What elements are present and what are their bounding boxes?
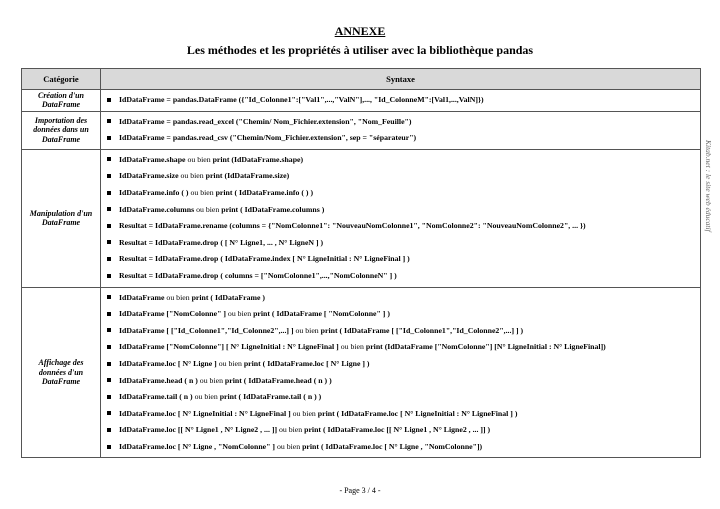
syntax-segment: ou bien [164,292,192,302]
syntax-line [107,290,696,307]
syntax-segment: ou bien [338,342,366,352]
syntax-segment: ou bien [192,392,220,402]
syntax-segment: IdDataFrame.loc [ N° Ligne , "NomColonne" ] [119,441,276,451]
syntax-segment: ou bien [277,425,305,435]
syntax-segment: ou bien [275,441,303,451]
syntax-segment: IdDataFrame = pandas.read_csv ("Chemin/Nom_Fichier.extension", sep = "séparateur") [119,133,417,143]
syntax-segment: print (IdDataFrame.shape) [212,154,304,164]
syntax-segment: ou bien [216,358,244,368]
syntax-line [107,114,696,131]
syntax-line [107,168,696,185]
square-bullet-icon [107,428,111,432]
syntax-segment: IdDataFrame.columns [119,204,195,214]
syntax-segment: IdDataFrame.loc [ N° LigneInitial : N° LigneFinal ] [119,408,291,418]
syntax-line [107,202,696,219]
syntax-segment: print ( IdDataFrame.head ( n ) ) [224,375,332,385]
syntax-segment: IdDataFrame.loc [ N° Ligne ] [119,358,217,368]
syntax-segment: ou bien [178,171,206,181]
syntax-line [107,406,696,423]
syntax-segment: IdDataFrame.info ( ) [119,187,189,197]
category-cell: Importation des données dans un DataFrame [22,111,101,149]
syntax-segment: print ( IdDataFrame.tail ( n ) ) [219,392,322,402]
syntax-segment: ou bien [197,375,225,385]
syntax-segment: Resultat = IdDataFrame.drop ( IdDataFrame.index [ N° LigneInitial : N° LigneFinal ] ) [119,254,410,264]
header-syntaxe: Syntaxe [101,69,701,90]
syntax-segment: print ( IdDataFrame.loc [ N° LigneInitial : N° LigneFinal ] ) [317,408,518,418]
square-bullet-icon [107,362,111,366]
square-bullet-icon [107,136,111,140]
header-categorie: Catégorie [22,69,101,90]
syntax-line [107,185,696,202]
square-bullet-icon [107,274,111,278]
syntax-line [107,218,696,235]
square-bullet-icon [107,207,111,211]
syntax-segment: IdDataFrame [119,292,165,302]
syntax-line [107,306,696,323]
syntax-line [107,92,696,109]
square-bullet-icon [107,295,111,299]
square-bullet-icon [107,157,111,161]
square-bullet-icon [107,191,111,195]
square-bullet-icon [107,98,111,102]
syntax-segment: ou bien [188,187,216,197]
syntax-line [107,152,696,169]
syntax-segment: ou bien [225,309,254,319]
square-bullet-icon [107,119,111,123]
page-title: ANNEXE [334,24,386,38]
syntax-segment: print (IdDataFrame ["NomColonne"] [N° LigneInitial : N° LigneFinal]) [365,342,606,352]
square-bullet-icon [107,345,111,349]
category-cell: Affichage des données d'un DataFrame [22,287,101,458]
page-footer: - Page 3 / 4 - [339,486,381,495]
syntax-segment: ou bien [290,408,318,418]
syntax-segment: IdDataFrame = pandas.DataFrame ({"Id_Colonne1":["Val1",...,"ValN"],..., "Id_ColonneM":[Val1,...,ValN]}) [119,95,484,104]
syntax-line [107,373,696,390]
table-row [22,90,701,112]
syntax-segment: IdDataFrame = pandas.read_excel ("Chemin/ Nom_Fichier.extension", "Nom_Feuille") [119,116,412,126]
syntax-line [107,339,696,356]
syntax-segment: print ( IdDataFrame.info ( ) ) [215,187,314,197]
syntax-segment: IdDataFrame [ ["Id_Colonne1","Id_Colonne2",...] ] [119,325,294,335]
syntax-segment: Resultat = IdDataFrame.rename (columns = {"NomColonne1": "NouveauNomColonne1", "NomColonne2": "NouveauNomColonne2", ... }) [119,221,586,231]
category-cell: Manipulation d'un DataFrame [22,149,101,287]
syntax-cell [101,111,701,149]
square-bullet-icon [107,411,111,415]
syntax-segment: print ( IdDataFrame.loc [[ N° Ligne1 , N° Ligne2 , ... ]] ) [304,425,491,435]
table-row [22,111,701,149]
square-bullet-icon [107,328,111,332]
syntax-cell [101,287,701,458]
syntax-line [107,323,696,340]
page-subtitle: Les méthodes et les propriétés à utiliser avec la bibliothèque pandas [186,43,534,57]
syntax-segment: IdDataFrame.size [119,171,179,181]
syntax-segment: print ( IdDataFrame.loc [ N° Ligne , "NomColonne"]) [302,441,483,451]
syntax-segment: ou bien [185,154,213,164]
syntax-segment: IdDataFrame.shape [119,154,186,164]
syntax-segment: print (IdDataFrame.size) [205,171,290,181]
syntax-segment: IdDataFrame.head ( n ) [119,375,198,385]
square-bullet-icon [107,224,111,228]
table-row [22,287,701,458]
syntax-cell [101,90,701,112]
syntax-line [107,389,696,406]
syntax-segment: print ( IdDataFrame [ "NomColonne" ] ) [253,309,390,319]
syntax-line [107,130,696,147]
square-bullet-icon [107,445,111,449]
table-body [22,90,701,458]
square-bullet-icon [107,174,111,178]
syntax-segment: IdDataFrame ["NomColonne"] [ N° LigneInitial : N° LigneFinal ] [119,342,339,352]
square-bullet-icon [107,240,111,244]
square-bullet-icon [107,257,111,261]
syntax-cell [101,149,701,287]
side-watermark-text: Kitab.net : le site web éducatif [704,140,713,232]
syntax-segment: Resultat = IdDataFrame.drop ( [ N° Ligne1, ... , N° LigneN ] ) [119,237,324,247]
syntax-line [107,356,696,373]
methods-table [21,68,701,458]
square-bullet-icon [107,395,111,399]
square-bullet-icon [107,312,111,316]
syntax-line [107,251,696,268]
table-row [22,149,701,287]
syntax-segment: IdDataFrame ["NomColonne" ] [119,309,226,319]
syntax-segment: print ( IdDataFrame [ ["Id_Colonne1","Id_Colonne2",...] ] ) [320,325,524,335]
syntax-segment: ou bien [293,325,321,335]
syntax-line [107,268,696,285]
syntax-segment: IdDataFrame.tail ( n ) [119,392,193,402]
square-bullet-icon [107,378,111,382]
syntax-line [107,439,696,456]
syntax-segment: IdDataFrame.loc [[ N° Ligne1 , N° Ligne2 , ... ]] [119,425,278,435]
table-header-row [22,69,701,90]
syntax-segment: print ( IdDataFrame.columns ) [221,204,325,214]
syntax-segment: print ( IdDataFrame.loc [ N° Ligne ] ) [243,358,370,368]
syntax-segment: print ( IdDataFrame ) [191,292,265,302]
syntax-line [107,422,696,439]
syntax-line [107,235,696,252]
syntax-segment: Resultat = IdDataFrame.drop ( columns = ["NomColonne1",...,"NomColonneN" ] ) [119,270,397,280]
syntax-segment: ou bien [194,204,222,214]
category-cell: Création d'un DataFrame [22,90,101,112]
